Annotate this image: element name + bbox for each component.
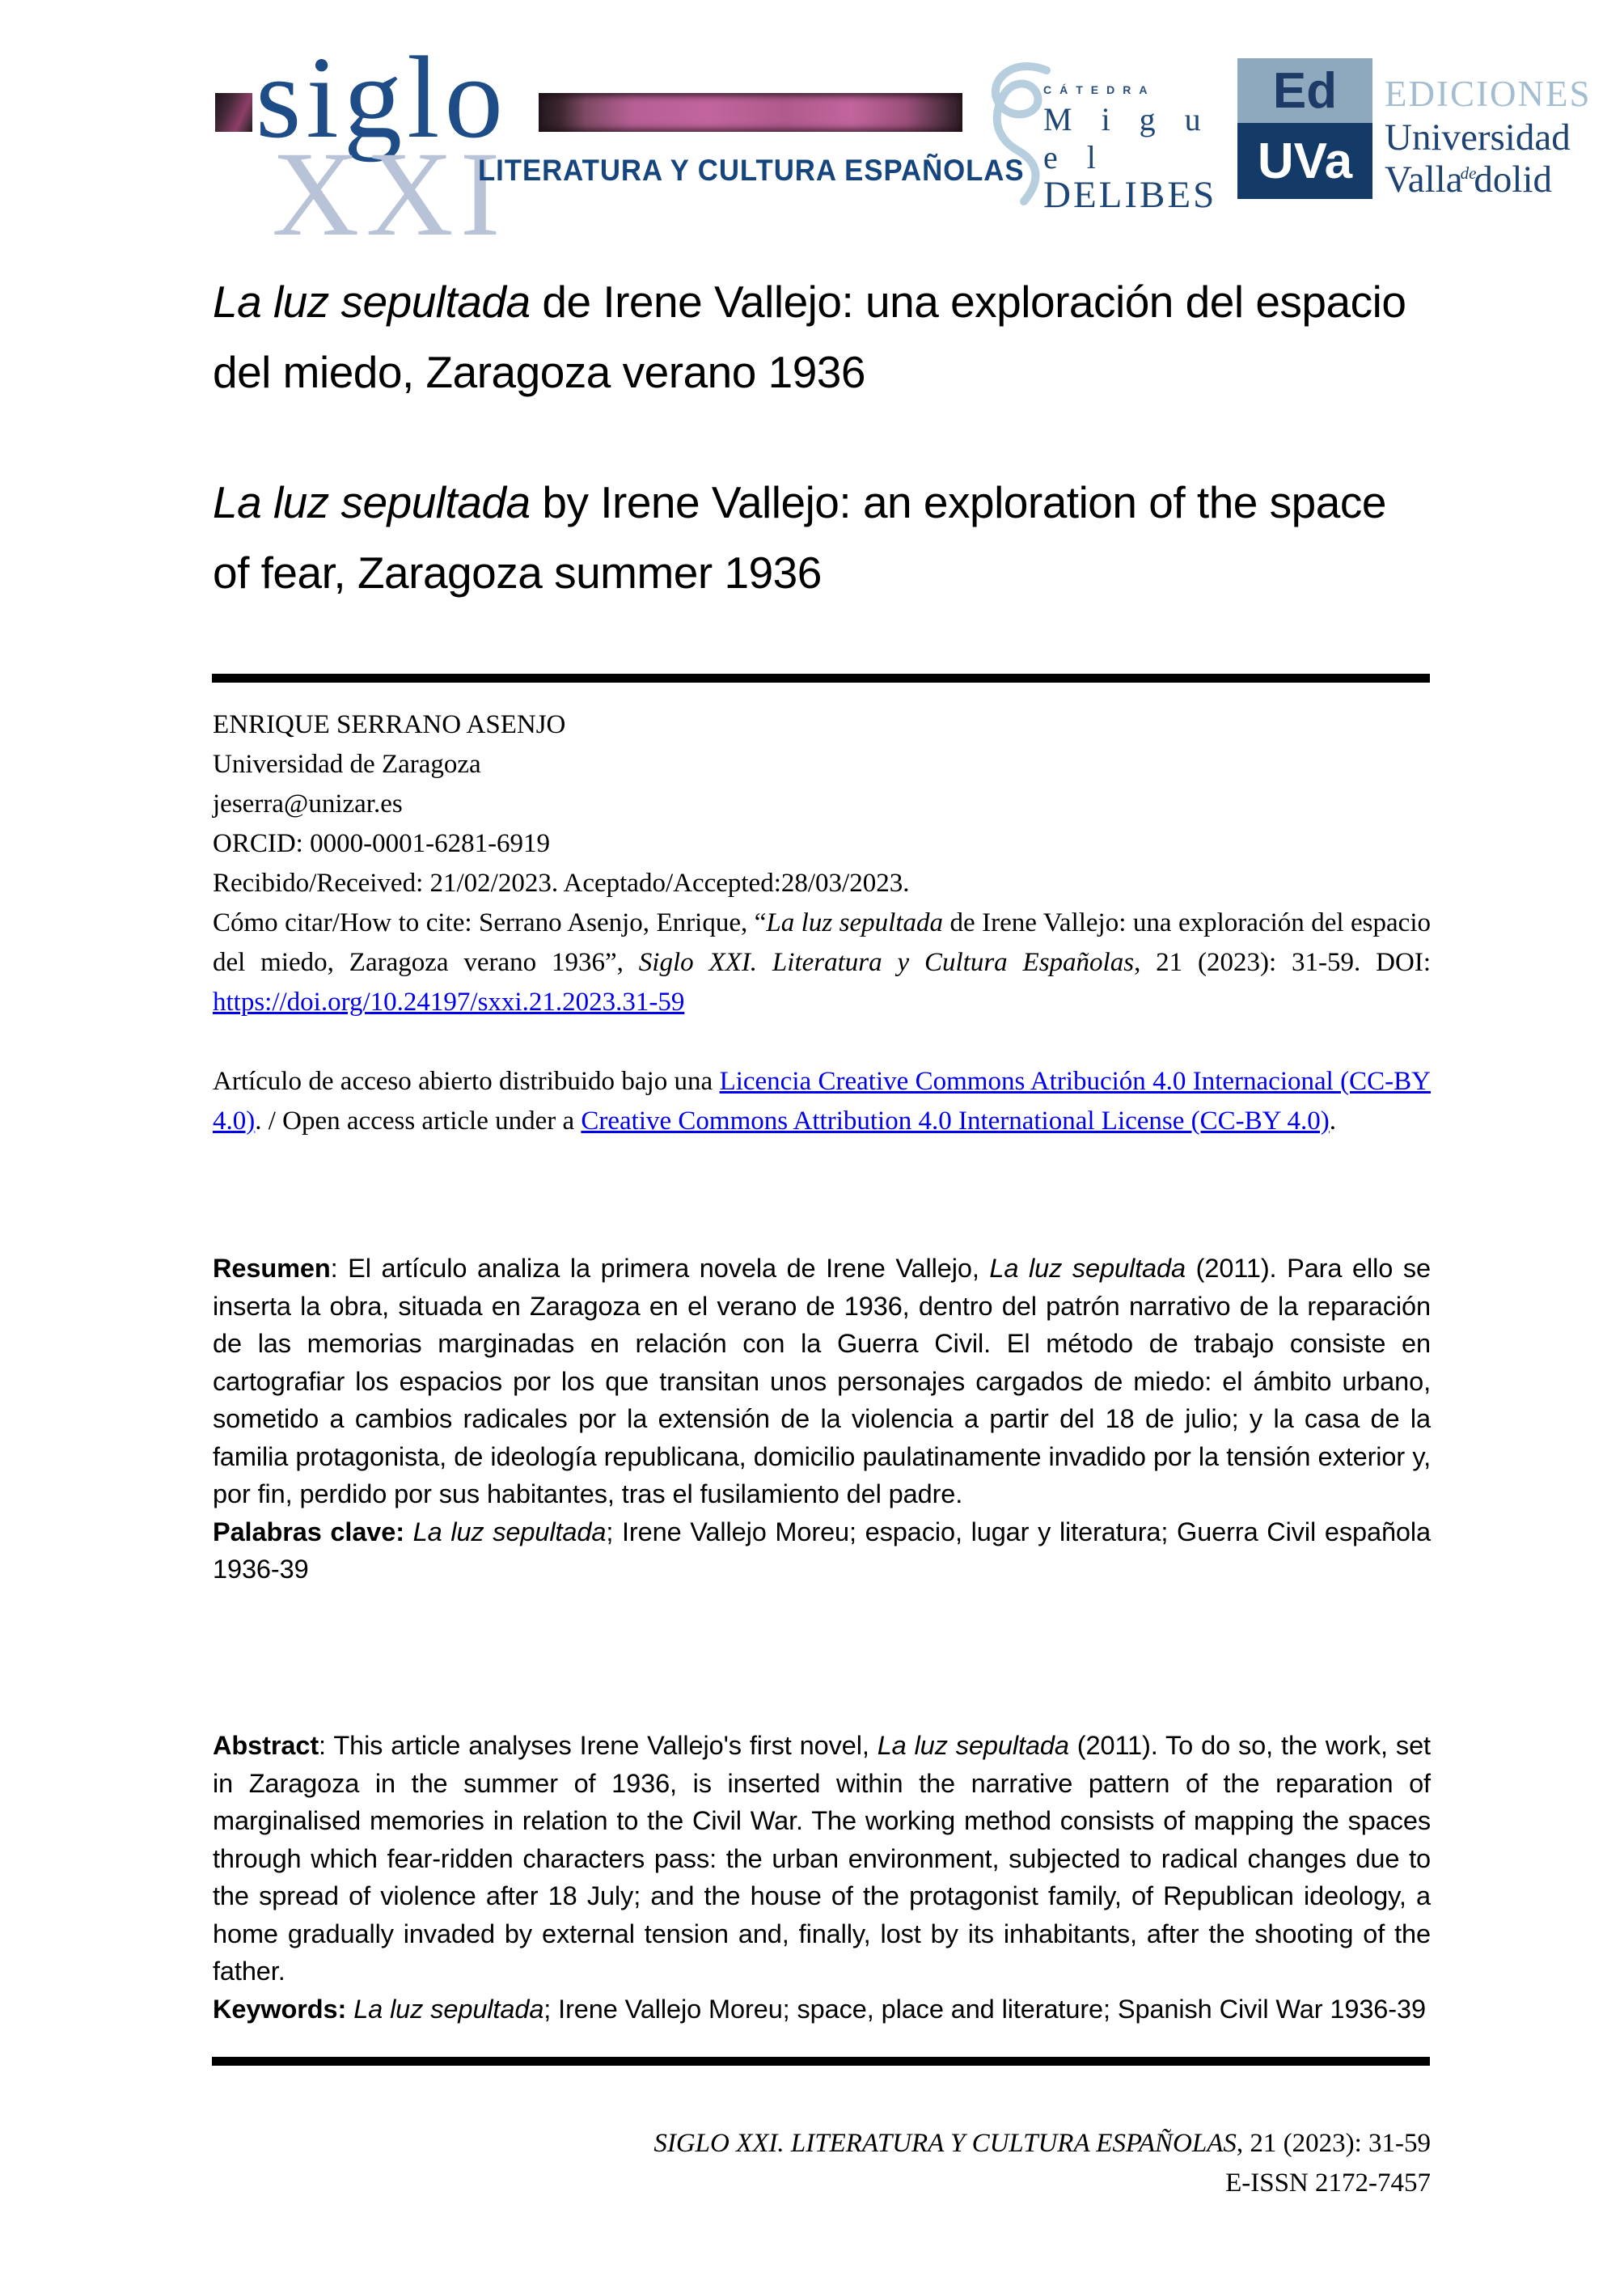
title-es-rest: de Irene Vallejo: una exploración del espacio del miedo, Zaragoza verano 1936	[213, 277, 1406, 397]
eduva-logo-text	[1385, 73, 1591, 201]
keywords-rest: ; Irene Vallejo Moreu; space, place and literature; Spanish Civil War 1936-39	[543, 1994, 1426, 2024]
license-paragraph	[213, 1062, 1431, 1141]
article-title-spanish	[213, 267, 1431, 408]
abstract-pre: : This article analyses Irene Vallejo's first novel,	[319, 1731, 878, 1760]
how-to-cite-paragraph	[213, 903, 1431, 1022]
eduva-ediciones-label: EDICIONES	[1385, 74, 1592, 114]
doi-link[interactable]: https://doi.org/10.24197/sxxi.21.2023.31-59	[213, 988, 685, 1017]
footer-issue-pages: , 21 (2023): 31-59	[1236, 2129, 1431, 2158]
eduva-universidad-label: Universidad	[1385, 116, 1571, 159]
abstract-work-title-italic: La luz sepultada	[877, 1731, 1069, 1760]
author-affiliation: Universidad de Zaragoza	[213, 750, 481, 779]
cite-journal-title-italic: Siglo XXI. Literatura y Cultura Españolas	[638, 948, 1135, 977]
resumen-label: Resumen	[213, 1254, 331, 1283]
title-es-work-italic: La luz sepultada	[213, 277, 531, 327]
siglo-logo-tagline: LITERATURA Y CULTURA ESPAÑOLAS	[478, 154, 1025, 187]
resumen-pre: : El artículo analiza la primera novela de Irene Vallejo,	[330, 1254, 990, 1283]
eduva-ed-tile: Ed	[1237, 58, 1372, 123]
delibes-miguel-label: M i g u e l	[1043, 101, 1212, 176]
author-email: jeserra@unizar.es	[213, 789, 403, 819]
abstract-label: Abstract	[213, 1731, 319, 1760]
footer-journal-line	[213, 2124, 1431, 2164]
abstract-section	[213, 1727, 1431, 2028]
resumen-work-title-italic: La luz sepultada	[989, 1254, 1186, 1283]
keywords-paragraph	[213, 1991, 1431, 2029]
license-separator-text: . / Open access article under a	[255, 1106, 582, 1136]
received-accepted-dates: Recibido/Received: 21/02/2023. Aceptado/Accepted:28/03/2023.	[213, 869, 910, 898]
keywords-label: Keywords:	[213, 1994, 354, 2024]
resumen-section	[213, 1250, 1431, 1589]
palabras-clave-rest: ; Irene Vallejo Moreu; espacio, lugar y literatura; Guerra Civil española 1936-39	[213, 1517, 1431, 1584]
author-orcid: ORCID: 0000-0001-6281-6919	[213, 829, 551, 858]
eduva-de-superscript: de	[1460, 163, 1477, 183]
siglo-xxi-journal-logo	[215, 33, 1025, 261]
siglo-logo-numeral: XXI	[272, 127, 507, 261]
siglo-logo-square-swatch	[215, 93, 252, 132]
cc-by-license-link-spanish[interactable]: Licencia Creative Commons Atribución 4.0 Internacional (CC-BY 4.0)	[213, 1067, 1431, 1136]
cite-work-title-italic: La luz sepultada	[766, 908, 943, 937]
eduva-valladolid-post: dolid	[1474, 159, 1553, 201]
bottom-divider-rule	[212, 2057, 1430, 2066]
abstract-paragraph	[213, 1727, 1431, 1991]
article-title-english	[213, 467, 1431, 608]
license-es-text: Artículo de acceso abierto distribuido bajo una	[213, 1067, 720, 1096]
delibes-delibes-label: DELIBES	[1043, 174, 1217, 216]
abstract-body: (2011). To do so, the work, set in Zaragoza in the summer of 1936, is inserted within the narrative pattern of the reparation of marginalised memories in relation to the Civil War. The working method consists of mapping the spaces through which fear-ridden characters pass: the urban environment, subjected to radical changes due to the spread of violence after 18 July; and the house of the protagonist family, of Republican ideology, a home gradually invaded by external tension and, finally, lost by its inhabitants, after the shooting of the father.	[213, 1731, 1431, 1986]
palabras-clave-label: Palabras clave:	[213, 1517, 413, 1546]
footer-journal-title-italic: SIGLO XXI. LITERATURA Y CULTURA ESPAÑOLAS	[653, 2129, 1237, 2158]
eduva-valladolid-label	[1385, 158, 1591, 201]
footer-issn: E-ISSN 2172-7457	[1225, 2168, 1431, 2198]
keywords-work-italic: La luz sepultada	[353, 1994, 544, 2024]
cite-prefix: Cómo citar/How to cite: Serrano Asenjo, Enrique, “	[213, 908, 767, 937]
journal-footer	[213, 2124, 1431, 2203]
license-end-period: .	[1329, 1106, 1337, 1136]
siglo-logo-paint-band	[539, 93, 962, 132]
catedra-miguel-delibes-logo	[980, 61, 1223, 222]
cc-by-license-link-english[interactable]: Creative Commons Attribution 4.0 International License (CC-BY 4.0)	[581, 1106, 1330, 1136]
resumen-body: (2011). Para ello se inserta la obra, situada en Zaragoza en el verano de 1936, dentro del patrón narrativo de la reparación de las memorias marginadas en relación con la Guerra Civil. El método de trabajo consiste en cartografiar los espacios por los que transitan unos personajes cargados de miedo: el ámbito urbano, sometido a cambios radicales por la extensión de la violencia a partir del 18 de julio; y la casa de la familia protagonista, de ideología republicana, domicilio paulatinamente invadido por la tensión exterior y, por fin, perdido por sus habitantes, tras el fusilamiento del padre.	[213, 1254, 1431, 1508]
author-name: ENRIQUE SERRANO ASENJO	[213, 710, 566, 739]
eduva-square-mark	[1237, 58, 1372, 199]
delibes-logo-text	[1043, 83, 1223, 217]
title-en-work-italic: La luz sepultada	[213, 477, 531, 527]
palabras-clave-work-italic: La luz sepultada	[412, 1517, 607, 1546]
title-en-rest: by Irene Vallejo: an exploration of the space of fear, Zaragoza summer 1936	[213, 477, 1386, 598]
delibes-catedra-label: CÁTEDRA	[1043, 83, 1156, 96]
ediciones-uva-logo	[1237, 58, 1592, 208]
siglo-logo-wordmark: siglo	[256, 33, 508, 163]
cite-middle: de Irene Vallejo: una exploración del espacio del miedo, Zaragoza verano 1936”,	[213, 908, 1431, 977]
author-meta-block	[213, 705, 1431, 1141]
eduva-uva-tile: UVa	[1237, 123, 1372, 199]
top-divider-rule	[212, 674, 1430, 683]
resumen-paragraph	[213, 1250, 1431, 1513]
eduva-valladolid-pre: Valla	[1385, 159, 1463, 201]
cite-issue-pages: , 21 (2023): 31-59. DOI:	[1134, 948, 1431, 977]
palabras-clave-paragraph	[213, 1513, 1431, 1589]
